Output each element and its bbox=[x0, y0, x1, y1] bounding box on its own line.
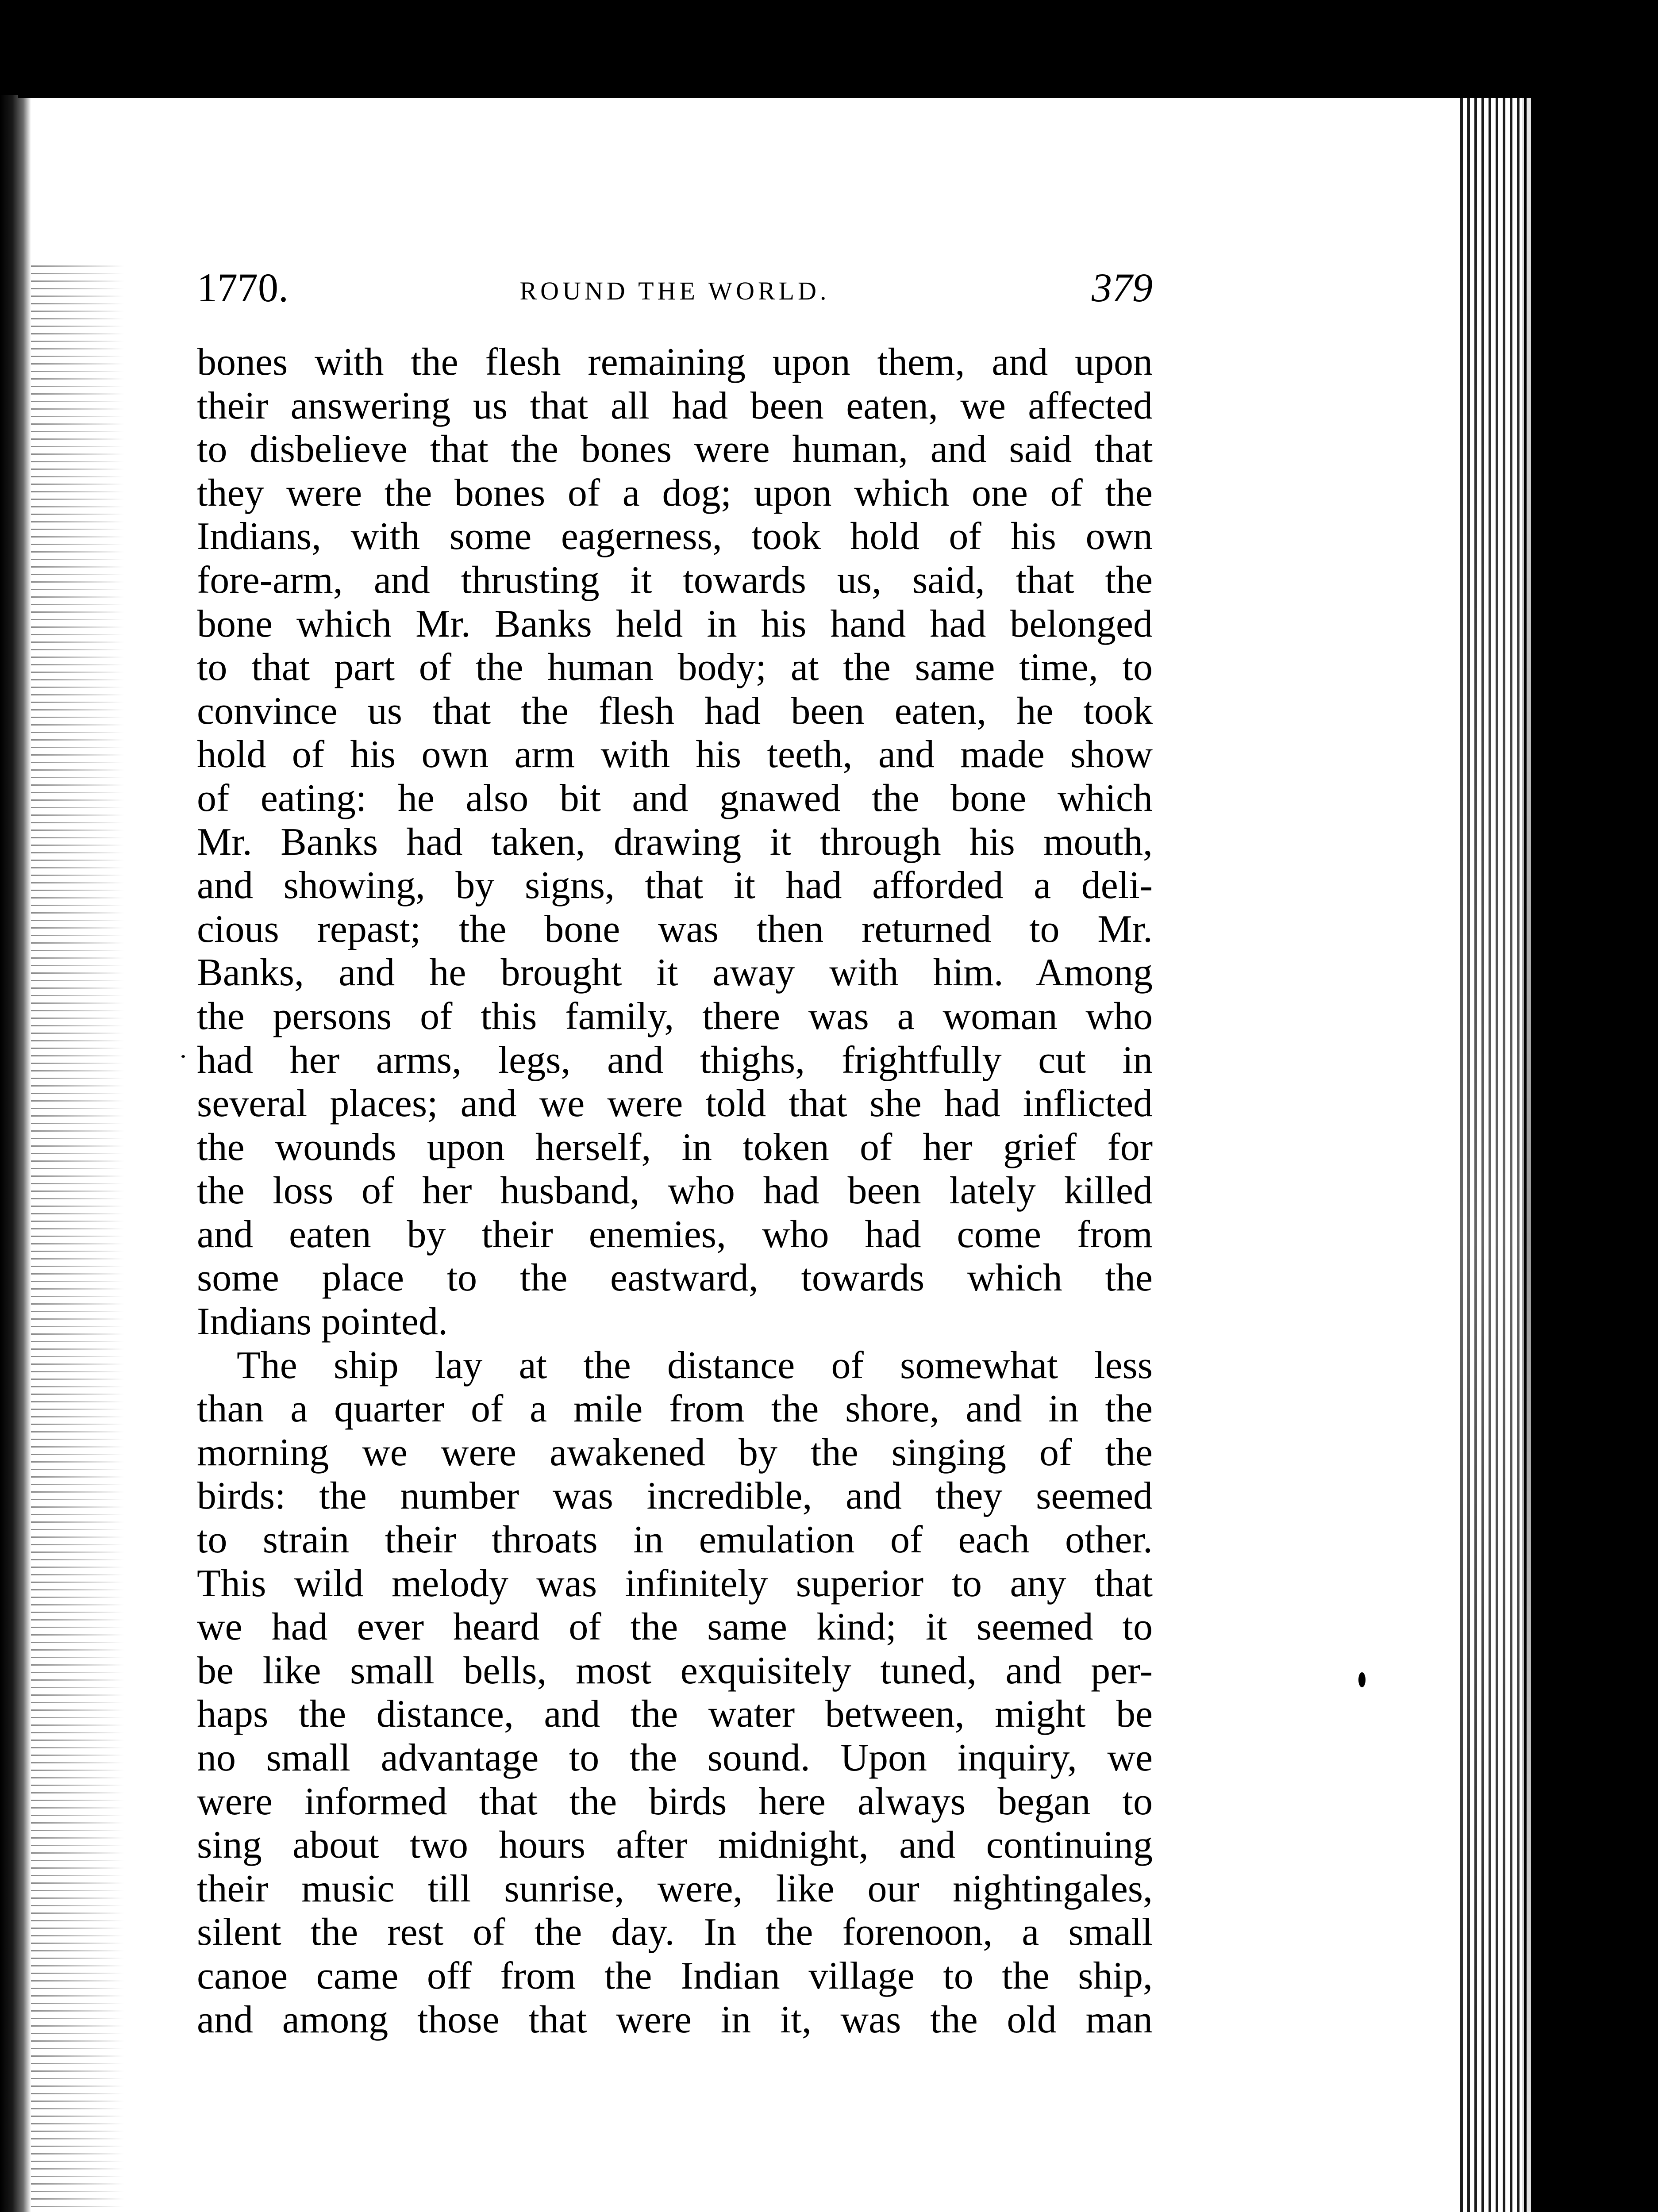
text-line: The ship lay at the distance of somewhat less bbox=[237, 1344, 1153, 1387]
text-line: had her arms, legs, and thighs, frightfully cut in bbox=[197, 1038, 1153, 1082]
gutter-shadow bbox=[0, 95, 31, 2212]
text-line: morning we were awakened by the singing of the bbox=[197, 1431, 1153, 1474]
scan-speck bbox=[1358, 1672, 1366, 1687]
text-line: convince us that the flesh had been eaten, he took bbox=[197, 689, 1153, 733]
text-line: Indians, with some eagerness, took hold of his own bbox=[197, 515, 1153, 558]
gutter-speckle bbox=[31, 265, 124, 2212]
text-line: birds: the number was incredible, and they seemed bbox=[197, 1475, 1153, 1518]
header-year: 1770. bbox=[197, 265, 289, 310]
text-line: they were the bones of a dog; upon which one of the bbox=[197, 471, 1153, 515]
text-line: This wild melody was infinitely superior to any that bbox=[197, 1562, 1153, 1605]
text-line: canoe came off from the Indian village to the ship, bbox=[197, 1954, 1153, 1997]
text-line: Mr. Banks had taken, drawing it through his mouth, bbox=[197, 820, 1153, 864]
text-line: be like small bells, most exquisitely tuned, and per- bbox=[197, 1649, 1153, 1692]
text-line: haps the distance, and the water between, might be bbox=[197, 1693, 1153, 1736]
text-line: fore-arm, and thrusting it towards us, said, that the bbox=[197, 558, 1153, 602]
text-line: of eating: he also bit and gnawed the bone which bbox=[197, 776, 1153, 820]
text-line: were informed that the birds here always began to bbox=[197, 1780, 1153, 1823]
text-line: the persons of this family, there was a woman who bbox=[197, 995, 1153, 1038]
text-line: bone which Mr. Banks held in his hand had belonged bbox=[197, 602, 1153, 645]
text-line: hold of his own arm with his teeth, and made show bbox=[197, 733, 1153, 776]
text-line: the loss of her husband, who had been lately killed bbox=[197, 1169, 1153, 1213]
text-line: than a quarter of a mile from the shore, and in the bbox=[197, 1387, 1153, 1431]
text-line: Banks, and he brought it away with him. Among bbox=[197, 951, 1153, 995]
page-top-edge bbox=[18, 94, 1531, 98]
text-line: cious repast; the bone was then returned to Mr. bbox=[197, 907, 1153, 951]
text-line: to strain their throats in emulation of each other. bbox=[197, 1518, 1153, 1562]
text-line: Indians pointed. bbox=[197, 1300, 448, 1344]
text-line: to that part of the human body; at the same time, to bbox=[197, 646, 1153, 689]
text-line: no small advantage to the sound. Upon inquiry, we bbox=[197, 1736, 1153, 1779]
text-line: and among those that were in it, was the old man bbox=[197, 1998, 1153, 2041]
header-running-title: ROUND THE WORLD. bbox=[519, 276, 830, 305]
text-line: to disbelieve that the bones were human, and said that bbox=[197, 428, 1153, 471]
scan-speck bbox=[181, 1055, 185, 1058]
header-page-number: 379 bbox=[1092, 265, 1153, 310]
text-line: some place to the eastward, towards which the bbox=[197, 1256, 1153, 1300]
text-line: and showing, by signs, that it had afforded a deli- bbox=[197, 864, 1153, 907]
text-line: several places; and we were told that she had inflicted bbox=[197, 1082, 1153, 1125]
text-line: silent the rest of the day. In the forenoon, a small bbox=[197, 1911, 1153, 1954]
text-line: we had ever heard of the same kind; it seemed to bbox=[197, 1605, 1153, 1649]
running-header bbox=[197, 261, 1153, 314]
text-line: sing about two hours after midnight, and continuing bbox=[197, 1824, 1153, 1867]
body-text bbox=[197, 341, 1153, 2042]
text-line: the wounds upon herself, in token of her grief for bbox=[197, 1125, 1153, 1169]
text-line: and eaten by their enemies, who had come from bbox=[197, 1213, 1153, 1256]
page-edges bbox=[1460, 95, 1531, 2212]
text-line: their music till sunrise, were, like our nightingales, bbox=[197, 1867, 1153, 1910]
text-line: their answering us that all had been eaten, we affected bbox=[197, 384, 1153, 427]
text-line: bones with the flesh remaining upon them, and upon bbox=[197, 341, 1153, 384]
